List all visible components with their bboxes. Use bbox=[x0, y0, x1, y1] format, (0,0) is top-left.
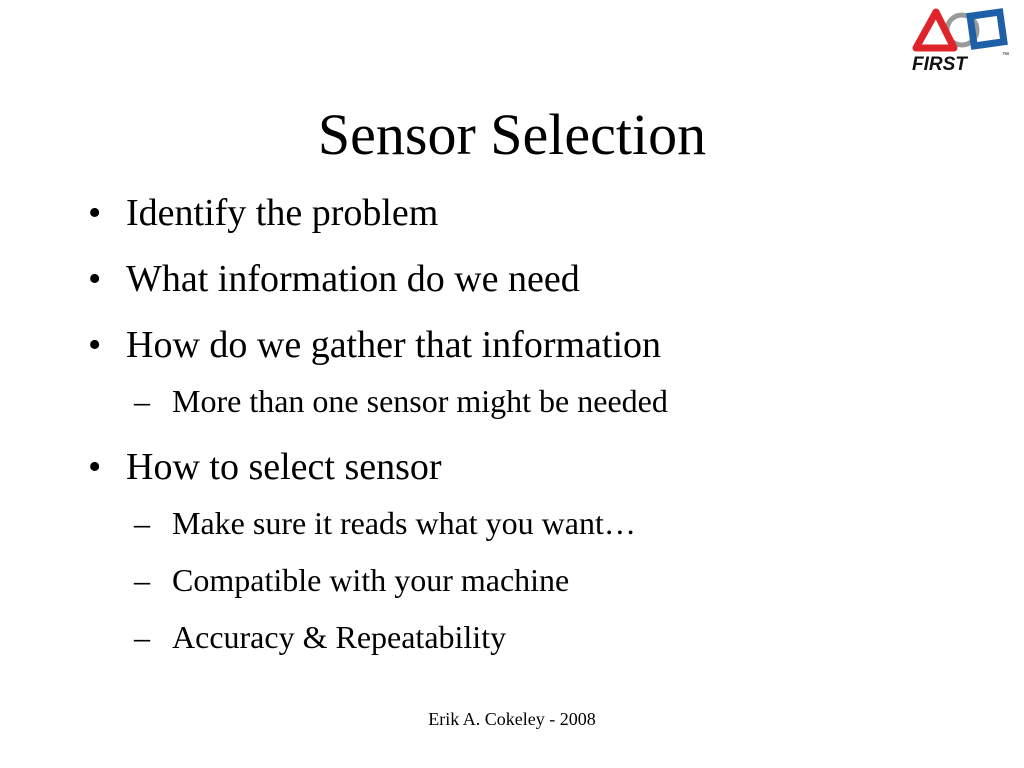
logo-square-shape bbox=[970, 12, 1004, 46]
bullet-item bbox=[86, 256, 986, 302]
bullet-item bbox=[86, 190, 986, 236]
sub-bullet-text: Make sure it reads what you want… bbox=[172, 505, 636, 541]
logo-text: FIRST bbox=[912, 54, 967, 74]
sub-bullet-item bbox=[86, 504, 986, 542]
slide-title: Sensor Selection bbox=[317, 102, 707, 167]
bullet-item bbox=[86, 322, 986, 368]
bullet-text: How to select sensor bbox=[126, 446, 442, 488]
sub-bullet-marker: – bbox=[134, 619, 150, 655]
bullet-marker: • bbox=[88, 446, 102, 488]
logo-triangle-shape bbox=[916, 12, 954, 48]
sub-bullet-text: More than one sensor might be needed bbox=[172, 383, 668, 419]
bullet-text: How do we gather that information bbox=[126, 324, 662, 366]
sub-bullet-item bbox=[86, 561, 986, 599]
bullet-marker: • bbox=[88, 324, 102, 366]
logo-trademark: ™ bbox=[1002, 52, 1009, 59]
first-robotics-logo-icon bbox=[908, 4, 1012, 74]
first-logo bbox=[908, 4, 1012, 74]
sub-bullet-item bbox=[86, 618, 986, 656]
slide-footer bbox=[0, 708, 1024, 730]
sub-bullet-marker: – bbox=[134, 562, 150, 598]
bullet-marker: • bbox=[88, 192, 102, 234]
sub-bullet-text: Accuracy & Repeatability bbox=[172, 619, 507, 655]
footer-text: Erik A. Cokeley - 2008 bbox=[428, 709, 596, 729]
sub-bullet-text: Compatible with your machine bbox=[172, 562, 570, 598]
bullet-item bbox=[86, 444, 986, 490]
sub-bullet-marker: – bbox=[134, 505, 150, 541]
bullet-text: Identify the problem bbox=[126, 192, 439, 234]
bullet-list bbox=[86, 190, 986, 675]
sub-bullet-item bbox=[86, 382, 986, 420]
bullet-marker: • bbox=[88, 258, 102, 300]
bullet-text: What information do we need bbox=[126, 258, 580, 300]
sub-bullet-marker: – bbox=[134, 383, 150, 419]
